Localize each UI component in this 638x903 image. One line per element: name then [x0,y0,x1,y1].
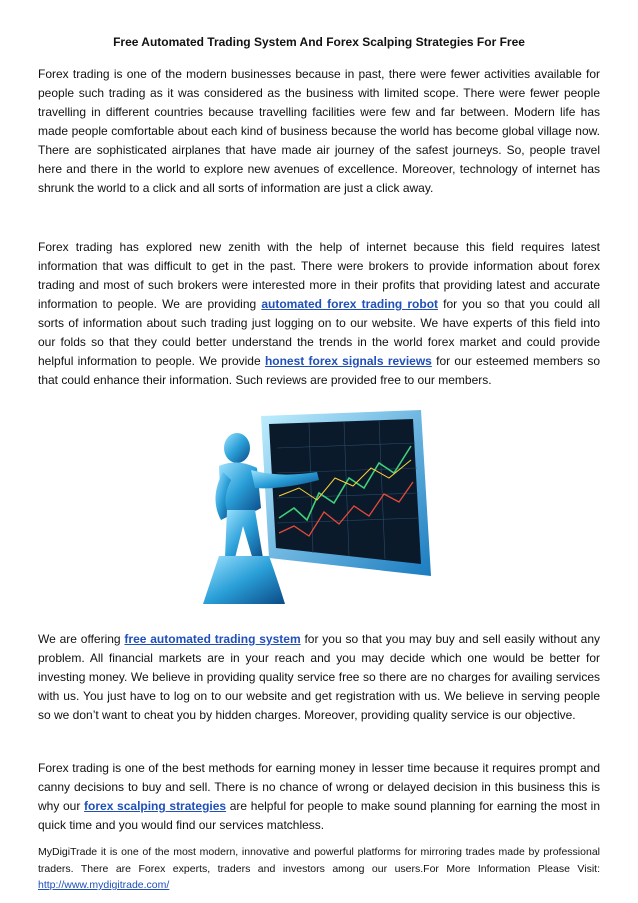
free-automated-trading-system-link[interactable]: free automated trading system [124,632,301,646]
chart-panel [261,410,431,576]
paragraph-text: Forex trading is one of the best methods for earning money in lesser time because it requires prompt and canny decisions to buy and sell. There is no chance of wrong or delayed decision in this business this is why our [38,761,600,813]
paragraph-text: for you so that you may buy and sell easily without any problem. All financial markets are in your reach and you may decide which one would be better for investing money. We believe in providing quality service free so there are no charges for availing services with us. You just have to log on to our website and get registration with us. We believe in serving people so we don’t want to cheat you by hidden charges. Moreover, providing quality service is our objective. [38,632,601,722]
paragraph-text: are helpful for people to make sound planning for earning the most in quick time and you would find our services matchless. [38,799,600,832]
paragraph-internet [38,238,600,390]
paragraph-intro: Forex trading is one of the modern businesses because in past, there were fewer activities available for people such trading as it was considered as the business with limited scope. There were fewer people travelling in different countries because travelling facilities were few and far between. Modern life has made people comfortable about each kind of business because the world has become global village now. There are sophisticated airplanes that have made air journey of the safest journeys. So, people travel here and there in the world to explore new avenues of excellence. Moreover, technology of internet has shrunk the world to a click and all sorts of information are just a click away. [38,67,600,195]
mydigitrade-url-link[interactable]: http://www.mydigitrade.com/ [38,879,170,891]
forex-scalping-strategies-link[interactable]: forex scalping strategies [84,799,227,813]
paragraph-text: Forex trading has explored new zenith with the help of internet because this field requires latest information that was difficult to get in the past. There were brokers to provide information about forex trading and most of such brokers were interested more in their profits that providing latest and accurate information to people. We are providing [38,240,600,311]
paragraph-methods [38,759,600,835]
paragraph-text: for you so that you could all sorts of information about such trading just logging on to our website. We have experts of this field into our folds so that they could better understand the trends in the world forex market and could provide helpful information to people. We provide [38,297,600,368]
paragraph-offering [38,630,600,725]
automated-forex-trading-robot-link[interactable]: automated forex trading robot [261,297,439,311]
paragraph-text: MyDigiTrade it is one of the most modern, innovative and powerful platforms for mirroring trades made by professional traders. There are Forex experts, traders and investors among our users.For More Information Please Visit: [38,846,600,875]
paragraph-mydigitrade [38,844,600,894]
honest-forex-signals-reviews-link[interactable]: honest forex signals reviews [264,354,432,368]
document-title: Free Automated Trading System And Forex Scalping Strategies For Free [113,35,525,49]
paragraph-text: for our esteemed members so that could enhance their information. Such reviews are provided free to our members. [38,354,601,387]
paragraph-text: We are offering [38,632,125,646]
document-page [38,34,600,894]
trader-with-chart-illustration [199,408,439,608]
